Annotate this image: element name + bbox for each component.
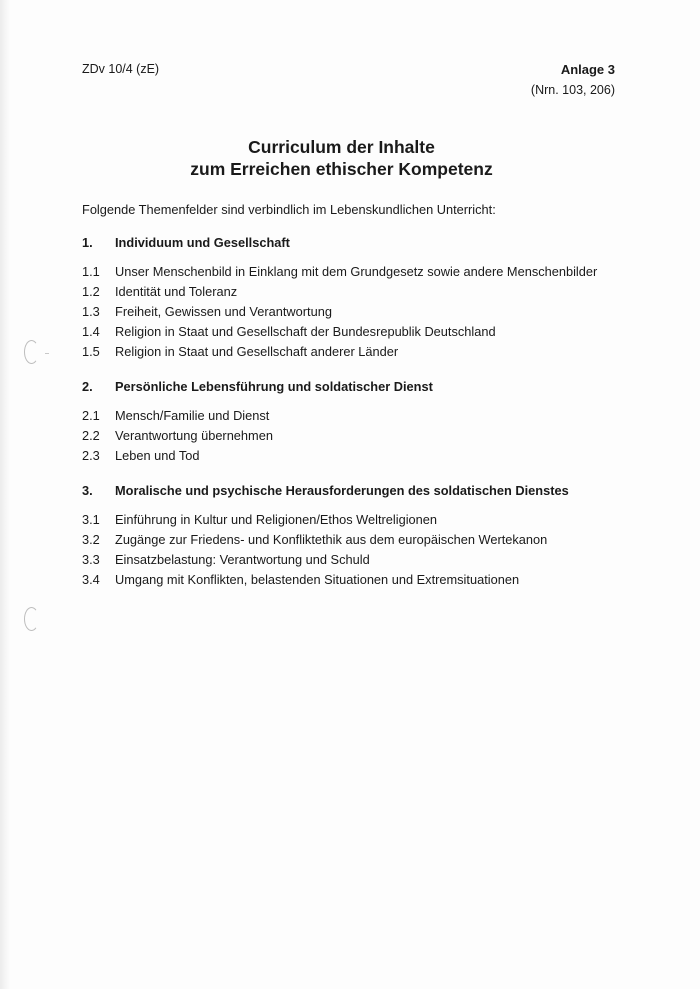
item-text: Unser Menschenbild in Einklang mit dem Grundgesetz sowie andere Menschenbilder [115,264,598,279]
page-title [0,136,683,180]
list-item [82,426,622,446]
item-text: Leben und Tod [115,448,200,463]
section-number: 1. [82,235,93,250]
list-item [82,406,622,426]
section-heading [82,481,622,501]
item-number: 1.2 [82,284,100,299]
item-number: 3.4 [82,572,100,587]
annex-label: Anlage 3 [560,62,615,77]
list-item [82,342,622,362]
list-item [82,302,622,322]
punch-hole-mark [24,340,39,364]
item-text: Zugänge zur Friedens- und Konfliktethik aus dem europäischen Wertekanon [115,532,548,547]
item-number: 2.2 [82,428,100,443]
section-title: Individuum und Gesellschaft [115,235,290,250]
item-text: Freiheit, Gewissen und Verantwortung [115,304,332,319]
item-text: Mensch/Familie und Dienst [115,408,270,423]
list-item [82,510,622,530]
item-number: 3.2 [82,532,100,547]
section-number: 3. [82,483,93,498]
list-item [82,530,622,550]
item-text: Umgang mit Konflikten, belastenden Situationen und Extremsituationen [115,572,520,587]
item-text: Religion in Staat und Gesellschaft der Bundesrepublik Deutschland [115,324,496,339]
intro-text: Folgende Themenfelder sind verbindlich im Lebenskundlichen Unterricht: [82,202,496,217]
annex-numbers: (Nrn. 103, 206) [530,83,615,97]
scan-speck [45,353,49,354]
item-text: Religion in Staat und Gesellschaft anderer Länder [115,344,399,359]
section-title: Persönliche Lebensführung und soldatischer Dienst [115,379,433,394]
punch-hole-mark [24,607,39,631]
item-number: 1.3 [82,304,100,319]
item-text: Identität und Toleranz [115,284,238,299]
list-item [82,322,622,342]
item-text: Einführung in Kultur und Religionen/Ethos Weltreligionen [115,512,438,527]
title-line-1: Curriculum der Inhalte [248,137,435,157]
item-number: 2.1 [82,408,100,423]
item-number: 3.1 [82,512,100,527]
section-heading [82,233,622,253]
list-item [82,446,622,466]
document-reference: ZDv 10/4 (zE) [82,62,160,76]
item-text: Einsatzbelastung: Verantwortung und Schuld [115,552,370,567]
item-text: Verantwortung übernehmen [115,428,273,443]
list-item [82,262,622,282]
section-1 [82,233,622,362]
list-item [82,282,622,302]
item-number: 3.3 [82,552,100,567]
section-3 [82,481,622,590]
section-heading [82,377,622,397]
section-title: Moralische und psychische Herausforderungen des soldatischen Dienstes [115,483,569,498]
item-number: 1.4 [82,324,100,339]
item-number: 1.1 [82,264,100,279]
annex-block [531,62,615,97]
title-line-2: zum Erreichen ethischer Kompetenz [190,159,493,179]
item-number: 1.5 [82,344,100,359]
section-number: 2. [82,379,93,394]
item-number: 2.3 [82,448,100,463]
curriculum-list [82,233,622,605]
section-2 [82,377,622,466]
list-item [82,570,622,590]
list-item [82,550,622,570]
